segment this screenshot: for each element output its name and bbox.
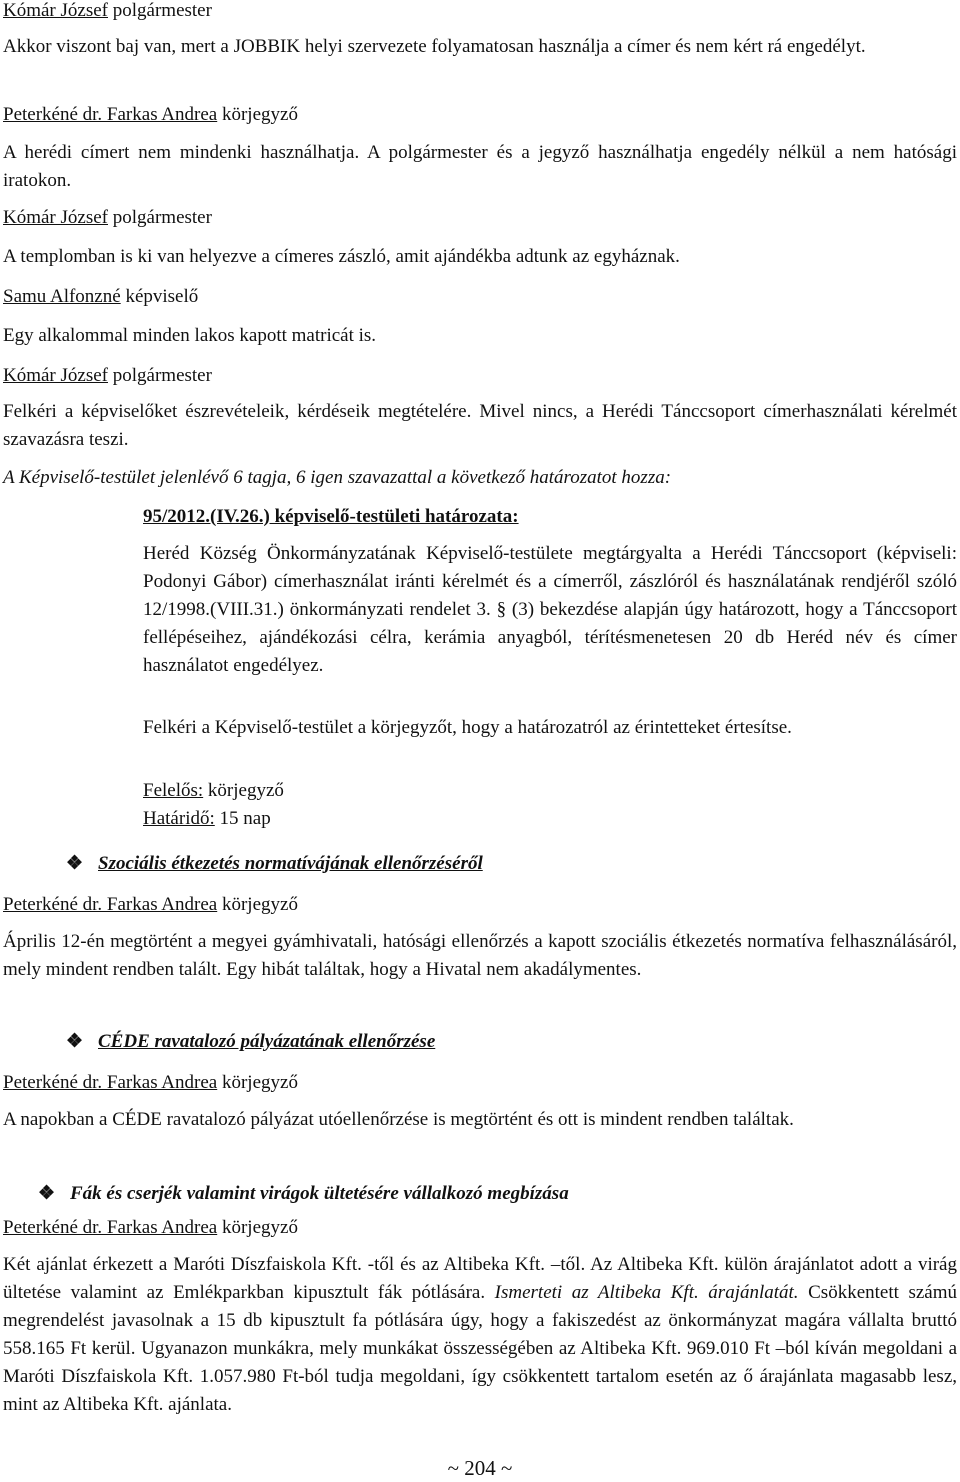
speaker-role: körjegyző (217, 1072, 298, 1093)
speaker-role: polgármester (108, 365, 212, 386)
speaker-role: körjegyző (217, 104, 298, 125)
page-number: ~ 204 ~ (447, 1456, 513, 1480)
responsible-label: Felelős: (143, 780, 204, 801)
section-title: Szociális étkezetés normatívájának ellenőrzéséről (98, 853, 483, 874)
section-body-3 (3, 1251, 957, 1419)
speaker-name: Peterkéné dr. Farkas Andrea (3, 1217, 218, 1238)
speaker-role: képviselő (120, 286, 199, 307)
speaker-name: Peterkéné dr. Farkas Andrea (3, 894, 218, 915)
section-heading-1 (66, 850, 956, 878)
speaker-role: körjegyző (217, 894, 298, 915)
section-title: CÉDE ravatalozó pályázatának ellenőrzése (98, 1031, 436, 1052)
paragraph-4: Egy alkalommal minden lakos kapott matricát is. (3, 325, 377, 346)
section-body-part: Két ajánlat érkezett a Maróti Díszfaiskola Kft. -től és az Altibeka Kft. –től. Az Altibeka Kft. külön árajánlatot adott a virág ültetése valamint az Emlékparkban kipusztult fák pótlására. (3, 1254, 957, 1303)
section-title: Fák és cserjék valamint virágok ültetésére vállalkozó megbízása (70, 1183, 569, 1204)
speaker-name: Peterkéné dr. Farkas Andrea (3, 1072, 218, 1093)
paragraph-5: Felkéri a képviselőket észrevételeik, kérdéseik megtételére. Mivel nincs, a Herédi Tánccsoport címerhasználati kérelmét szavazásra teszi. (3, 401, 957, 450)
paragraph-2: A herédi címert nem mindenki használhatja. A polgármester és a jegyző használhatja engedély nélkül a nem hatósági iratokon. (3, 142, 957, 191)
diamond-bullet-icon: ❖ (66, 853, 84, 874)
diamond-bullet-icon: ❖ (38, 1183, 56, 1204)
speaker-name: Kómár József (3, 207, 108, 228)
speaker-name: Kómár József (3, 365, 108, 386)
section-heading-2 (66, 1028, 956, 1056)
deadline-label: Határidő: (143, 808, 215, 829)
responsible-value: körjegyző (203, 780, 284, 801)
resolution-request: Felkéri a Képviselő-testület a körjegyzőt, hogy a határozatról az érintetteket értesítse. (143, 717, 792, 738)
speaker-peterkene (3, 101, 957, 129)
speaker-role: körjegyző (217, 1217, 298, 1238)
speaker-role: polgármester (108, 0, 212, 21)
paragraph-1: Akkor viszont baj van, mert a JOBBIK helyi szervezete folyamatosan használja a címer és nem kért rá engedélyt. (3, 36, 866, 57)
speaker-samu (3, 283, 957, 311)
speaker-komar (3, 204, 957, 232)
speaker-peterkene (3, 1214, 957, 1242)
speaker-peterkene (3, 891, 957, 919)
diamond-bullet-icon: ❖ (66, 1031, 84, 1052)
resolution-deadline (143, 805, 957, 833)
section-body-1: Április 12-én megtörtént a megyei gyámhivatali, hatósági ellenőrzés a kapott szociális étkezetés normatíva felhasználásáról, mely mindent rendben talált. Egy hibát találtak, hogy a Hivatal nem akadálymentes. (3, 931, 957, 980)
speaker-komar (3, 0, 957, 25)
resolution-number: 95/2012.(IV.26.) képviselő-testületi határozata: (143, 506, 519, 527)
speaker-peterkene (3, 1069, 957, 1097)
speaker-role: polgármester (108, 207, 212, 228)
speaker-name: Kómár József (3, 0, 108, 21)
resolution-responsible (143, 777, 957, 805)
speaker-name: Samu Alfonzné (3, 286, 121, 307)
section-body-part: Csökkentett számú megrendelést javasolnak a 15 db kipusztult fa pótlására úgy, hogy a fakiszedést az önkormányzat magára vállalta bruttó 558.165 Ft kerül. Ugyanazon munkákra, mely munkákat összességében az Altibeka Kft. 969.010 Ft –ból kíván megoldani a Maróti Díszfaiskola Kft. 1.057.980 Ft-ból tudja megoldani, így csökkentett tartalom esetén az ő árajánlata magasabb lesz, mint az Altibeka Kft. ajánlata. (3, 1282, 958, 1415)
paragraph-3: A templomban is ki van helyezve a címeres zászló, amit ajándékba adtunk az egyháznak. (3, 246, 680, 267)
speaker-komar (3, 362, 957, 390)
deadline-value: 15 nap (214, 808, 271, 829)
speaker-name: Peterkéné dr. Farkas Andrea (3, 104, 218, 125)
section-heading-3 (38, 1180, 956, 1208)
section-body-2: A napokban a CÉDE ravatalozó pályázat utóellenőrzése is megtörtént és ott is mindent rendben találtak. (3, 1109, 794, 1130)
vote-statement: A Képviselő-testület jelenlévő 6 tagja, 6 igen szavazattal a következő határozatot hozza: (3, 467, 672, 488)
section-body-italic: Ismerteti az Altibeka Kft. árajánlatát. (494, 1282, 799, 1303)
resolution-body: Heréd Község Önkormányzatának Képviselő-testülete megtárgyalta a Herédi Tánccsoport (képviseli: Podonyi Gábor) címerhasználat iránti kérelmét és a címerről, zászlóról és használatának rendjéről szóló 12/1998.(VIII.31.) önkormányzati rendelet 3. § (3) bekezdése alapján úgy határozott, hogy a Tánccsoport fellépéseihez, ajándékozási célra, kerámia anyagból, térítésmenetesen 20 db Heréd név és címer használatot engedélyez. (143, 543, 957, 676)
